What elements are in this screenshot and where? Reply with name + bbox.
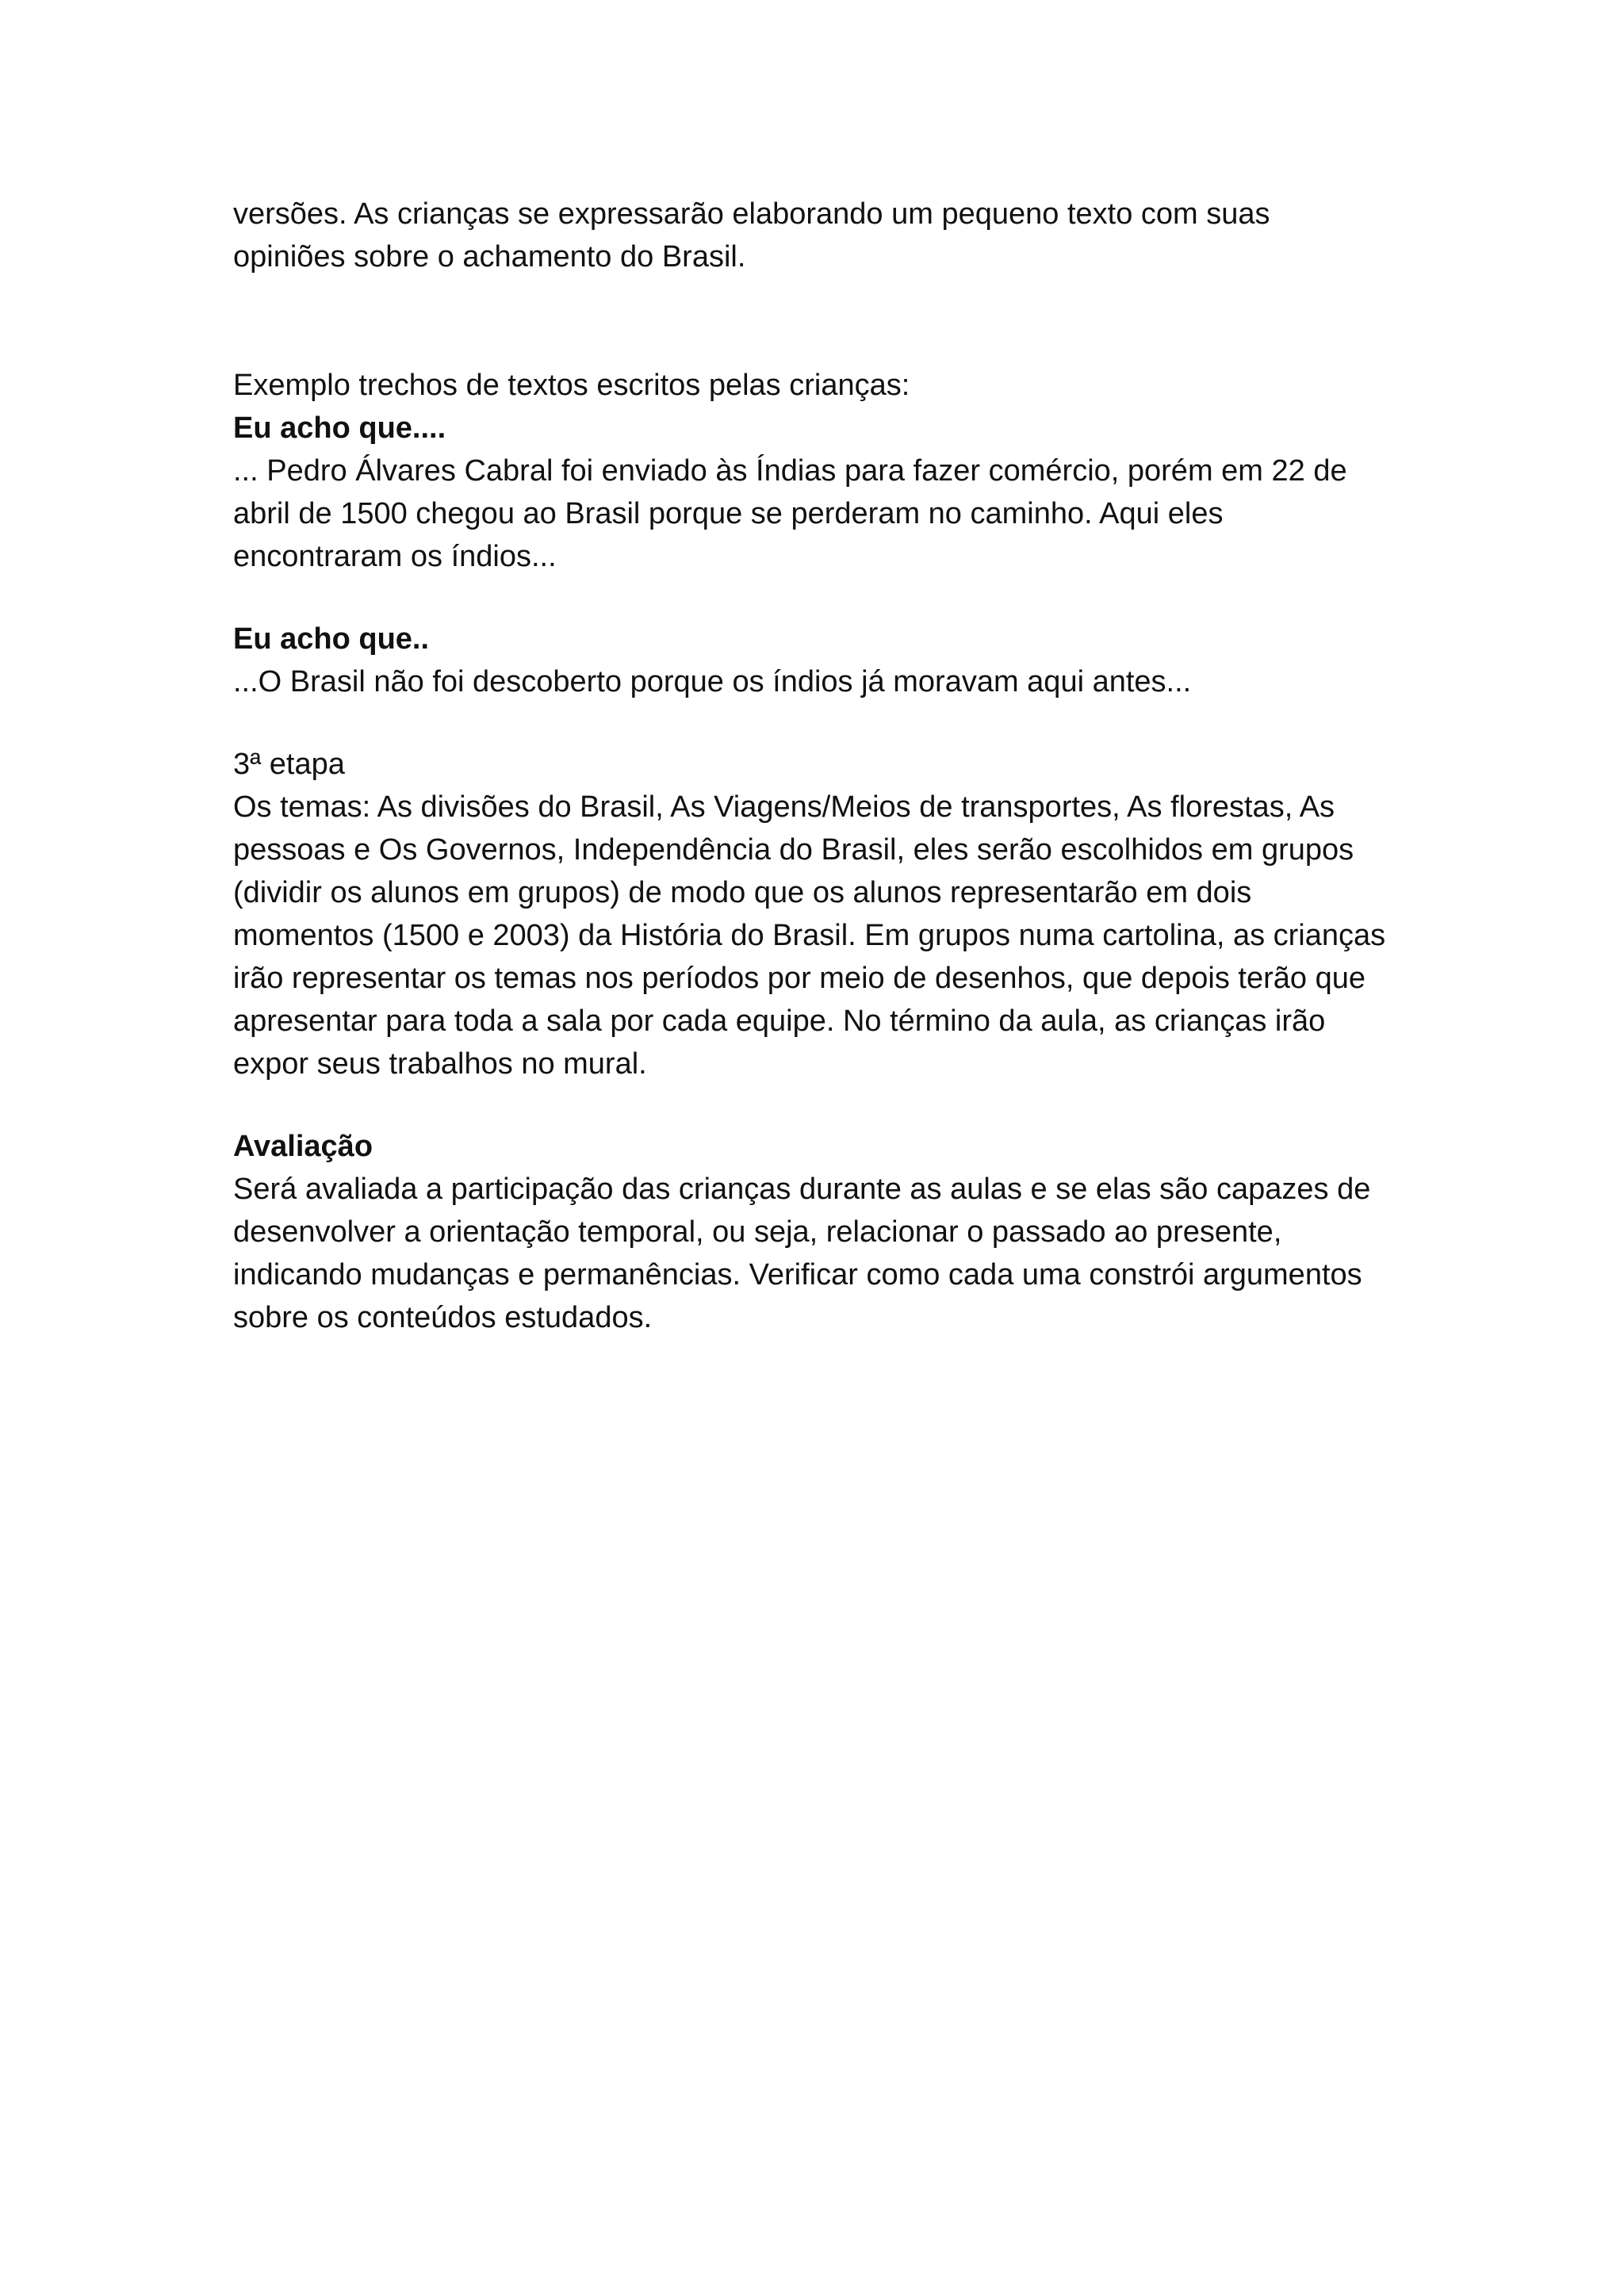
example1-title: Eu acho que.... [233,411,446,445]
spacer [233,278,1407,364]
text-line: sobre os conteúdos estudados. [233,1301,653,1334]
example-section [233,364,1407,578]
text-line: (dividir os alunos em grupos) de modo que os alunos representarão em dois [233,876,1252,909]
text-line: Será avaliada a participação das crianças durante as aulas e se elas são capazes de [233,1173,1371,1206]
text-line: Os temas: As divisões do Brasil, As Viagens/Meios de transportes, As florestas, As [233,790,1335,824]
text-line: momentos (1500 e 2003) da História do Brasil. Em grupos numa cartolina, as crianças [233,919,1386,952]
text-line: versões. As crianças se expressarão elaborando um pequeno texto com suas [233,197,1270,231]
example2-title: Eu acho que.. [233,622,430,656]
text-line: abril de 1500 chegou ao Brasil porque se perderam no caminho. Aqui eles [233,497,1224,530]
text-line: pessoas e Os Governos, Independência do Brasil, eles serão escolhidos em grupos [233,833,1354,867]
intro-paragraph [233,193,1407,278]
text-line: ... Pedro Álvares Cabral foi enviado às Índias para fazer comércio, porém em 22 de [233,454,1347,488]
example2-section [233,618,1407,703]
spacer [233,1085,1407,1125]
text-line: apresentar para toda a sala por cada equipe. No término da aula, as crianças irão [233,1004,1326,1038]
text-line: ...O Brasil não foi descoberto porque os índios já moravam aqui antes... [233,665,1192,698]
stage3-title: 3ª etapa [233,748,345,781]
text-line: indicando mudanças e permanências. Verificar como cada uma constrói argumentos [233,1258,1362,1292]
text-line: expor seus trabalhos no mural. [233,1047,647,1081]
text-line: irão representar os temas nos períodos por meio de desenhos, que depois terão que [233,962,1366,995]
text-line: encontraram os índios... [233,540,557,573]
document-body [233,193,1407,1339]
evaluation-section [233,1125,1407,1339]
text-line: opiniões sobre o achamento do Brasil. [233,240,746,274]
stage3-section [233,743,1407,1085]
spacer [233,578,1407,618]
evaluation-title: Avaliação [233,1130,373,1163]
example-heading: Exemplo trechos de textos escritos pelas crianças: [233,369,910,402]
spacer [233,703,1407,743]
text-line: desenvolver a orientação temporal, ou seja, relacionar o passado ao presente, [233,1215,1282,1249]
